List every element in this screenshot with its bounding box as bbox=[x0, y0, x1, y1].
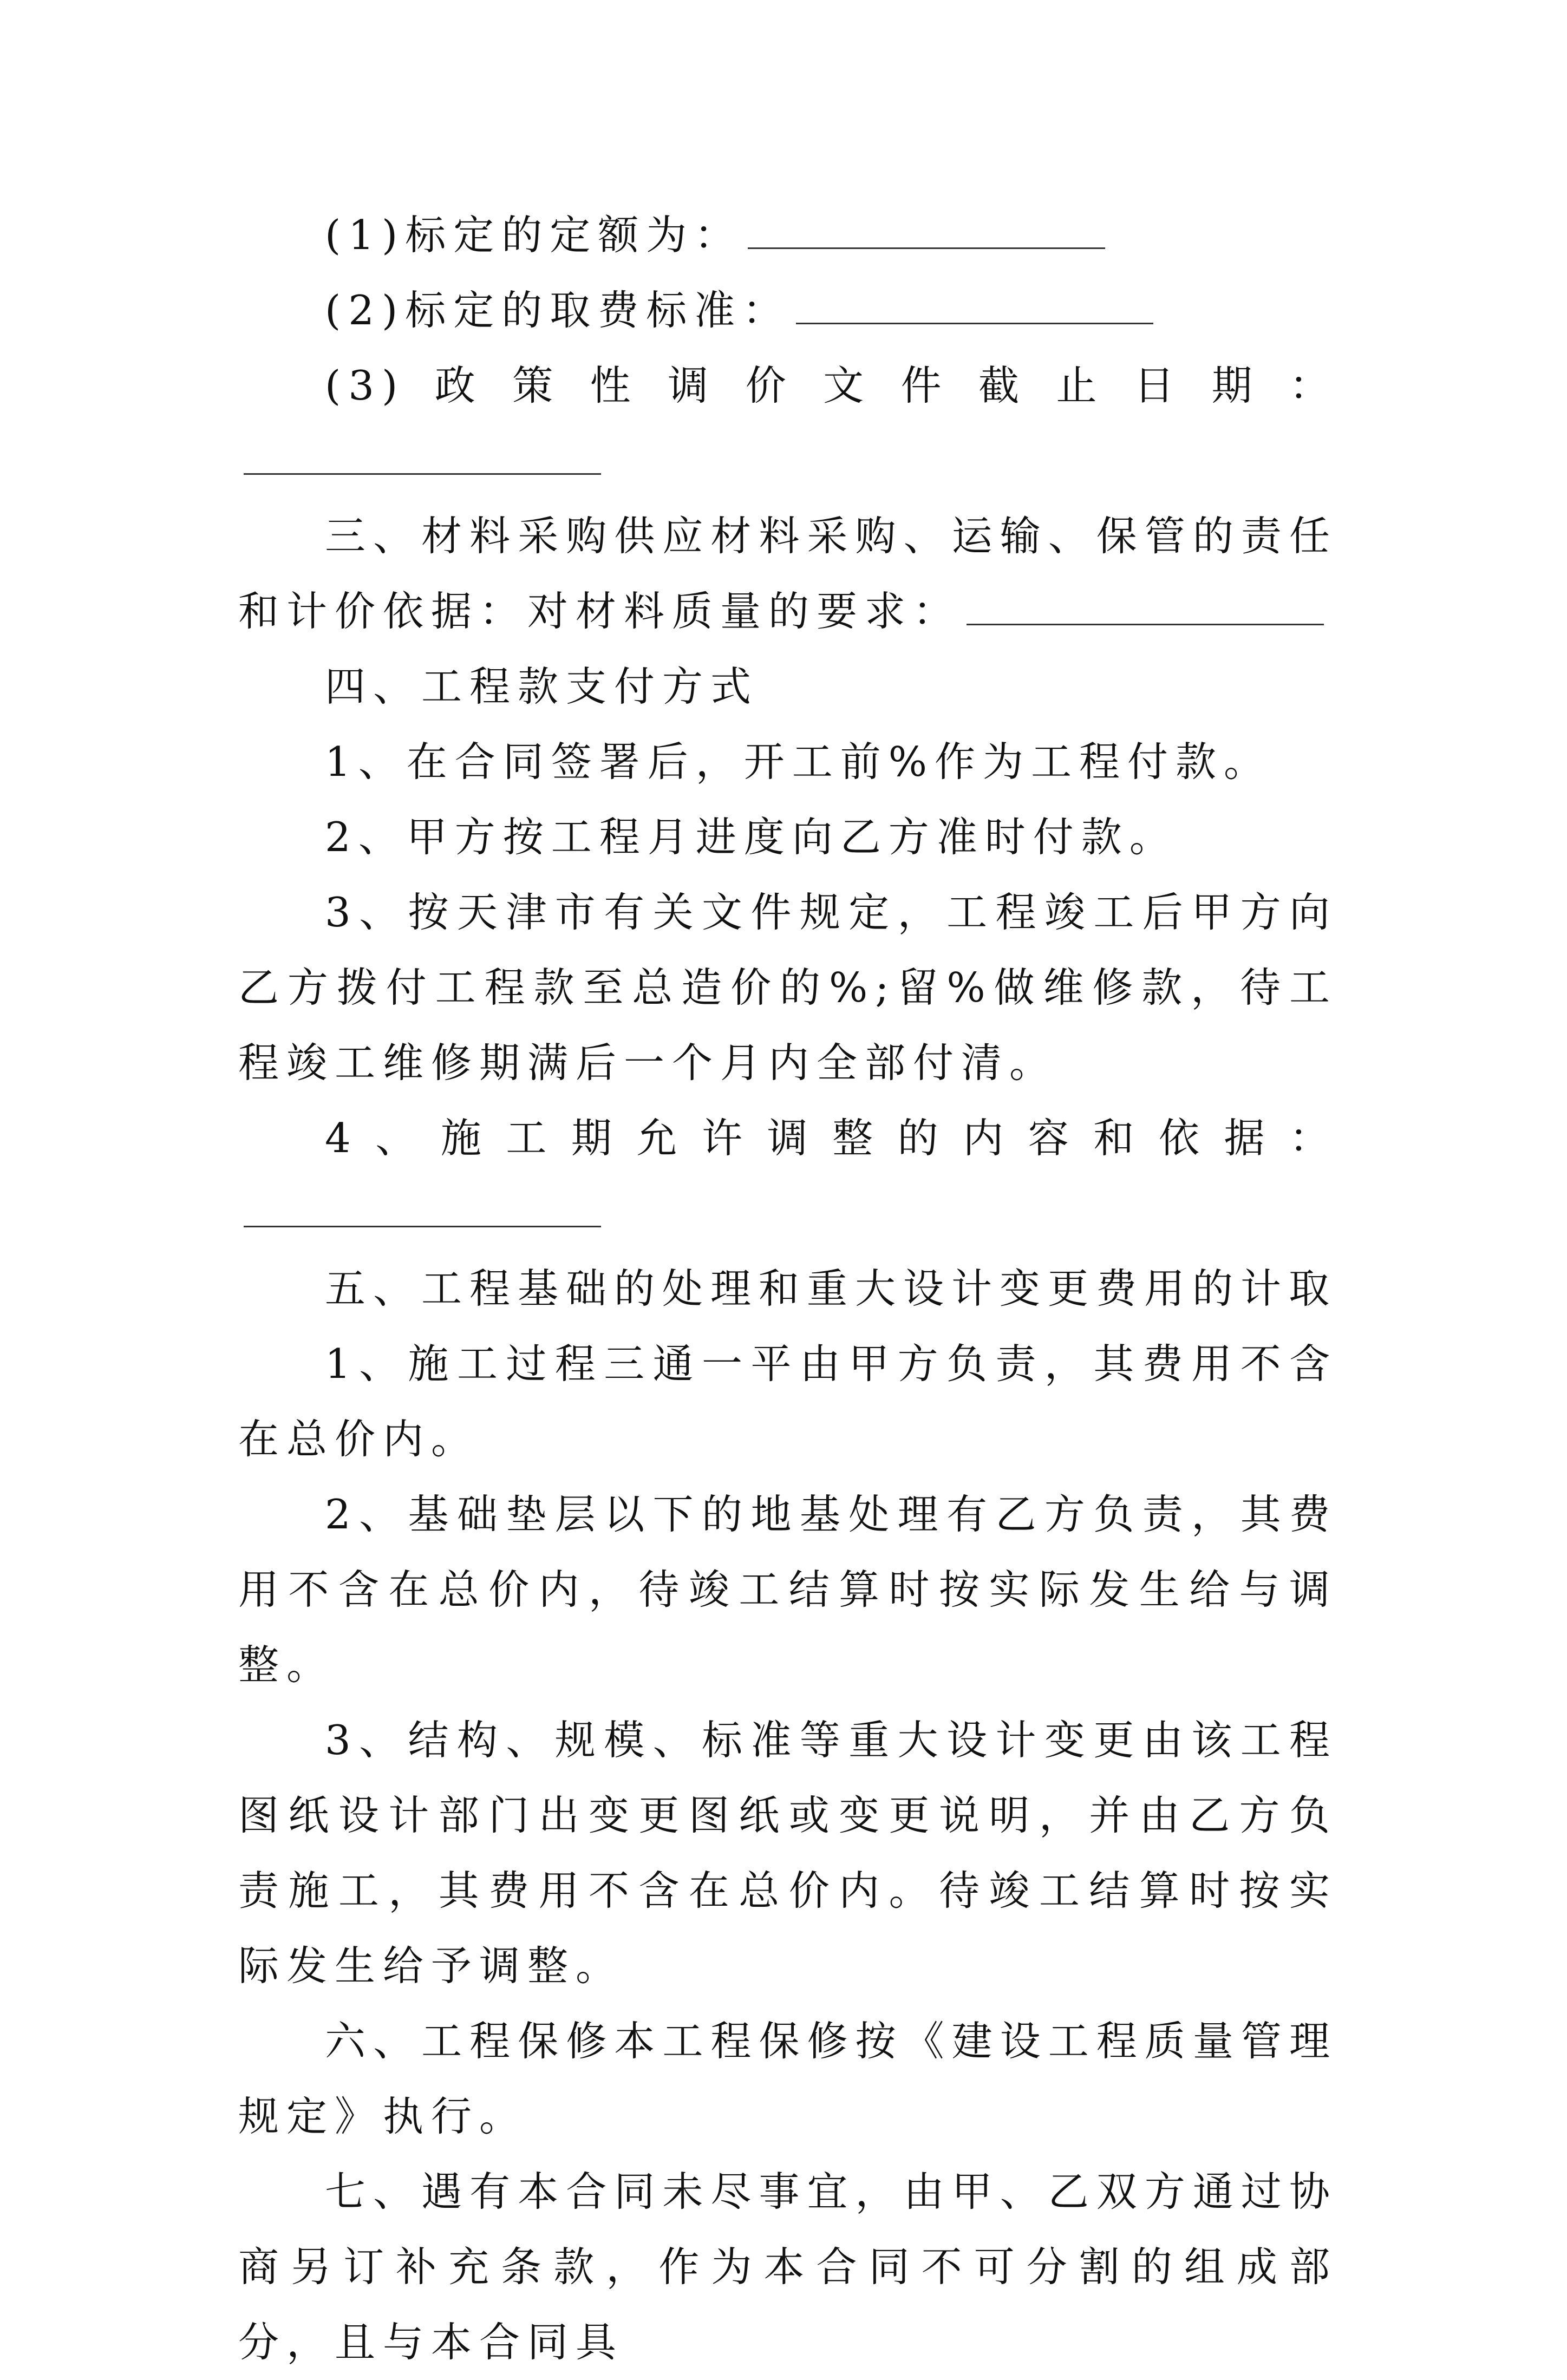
document-body bbox=[238, 198, 1337, 2380]
payment-clause-1: 1、在合同签署后，开工前%作为工程付款。 bbox=[325, 738, 1272, 786]
material-quality-blank bbox=[967, 618, 1324, 625]
section-3-materials bbox=[238, 499, 1337, 649]
quota-blank bbox=[748, 242, 1105, 249]
payment-clause-4 bbox=[238, 1101, 1337, 1251]
policy-deadline-label: (3)政策性调价文件截止日期： bbox=[325, 362, 1337, 409]
payment-clause-3: 3、按天津市有关文件规定，工程竣工后甲方向乙方拨付工程款至总造价的%;留%做维修款，待工程竣工维修期满后一个月内全部付清。 bbox=[238, 888, 1337, 1087]
policy-deadline-blank bbox=[244, 468, 601, 475]
section-6-warranty: 六、工程保修本工程保修按《建设工程质量管理规定》执行。 bbox=[238, 2017, 1337, 2140]
section-4-heading: 四、工程款支付方式 bbox=[325, 663, 759, 710]
foundation-clause-3: 3、结构、规模、标准等重大设计变更由该工程图纸设计部门出变更图纸或变更说明，并由乙方负责施工，其费用不含在总价内。待竣工结算时按实际发生给予调整。 bbox=[238, 1716, 1337, 1990]
policy-deadline-line bbox=[238, 348, 1337, 499]
fee-standard-label: (2)标定的取费标准： bbox=[325, 286, 791, 334]
foundation-clause-2: 2、基础垫层以下的地基处理有乙方负责，其费用不含在总价内，待竣工结算时按实际发生给与调整。 bbox=[238, 1490, 1337, 1689]
payment-clause-2: 2、甲方按工程月进度向乙方准时付款。 bbox=[325, 813, 1178, 861]
adjustment-basis-blank bbox=[244, 1220, 601, 1227]
section-3-text: 三、材料采购供应材料采购、运输、保管的责任和计价依据：对材料质量的要求： bbox=[238, 512, 1337, 635]
payment-clause-4-label: 4、施工期允许调整的内容和依据： bbox=[325, 1114, 1337, 1162]
foundation-clause-1: 1、施工过程三通一平由甲方负责，其费用不含在总价内。 bbox=[238, 1340, 1337, 1463]
section-7-supplement: 七、遇有本合同未尽事宜，由甲、乙双方通过协商另订补充条款，作为本合同不可分割的组成部分，且与本合同具 bbox=[238, 2168, 1337, 2366]
section-5-heading: 五、工程基础的处理和重大设计变更费用的计取 bbox=[325, 1265, 1337, 1312]
fee-standard-line bbox=[238, 273, 1337, 348]
fee-standard-blank bbox=[796, 317, 1153, 324]
quota-line bbox=[238, 198, 1337, 273]
quota-label: (1)标定的定额为： bbox=[325, 211, 743, 259]
